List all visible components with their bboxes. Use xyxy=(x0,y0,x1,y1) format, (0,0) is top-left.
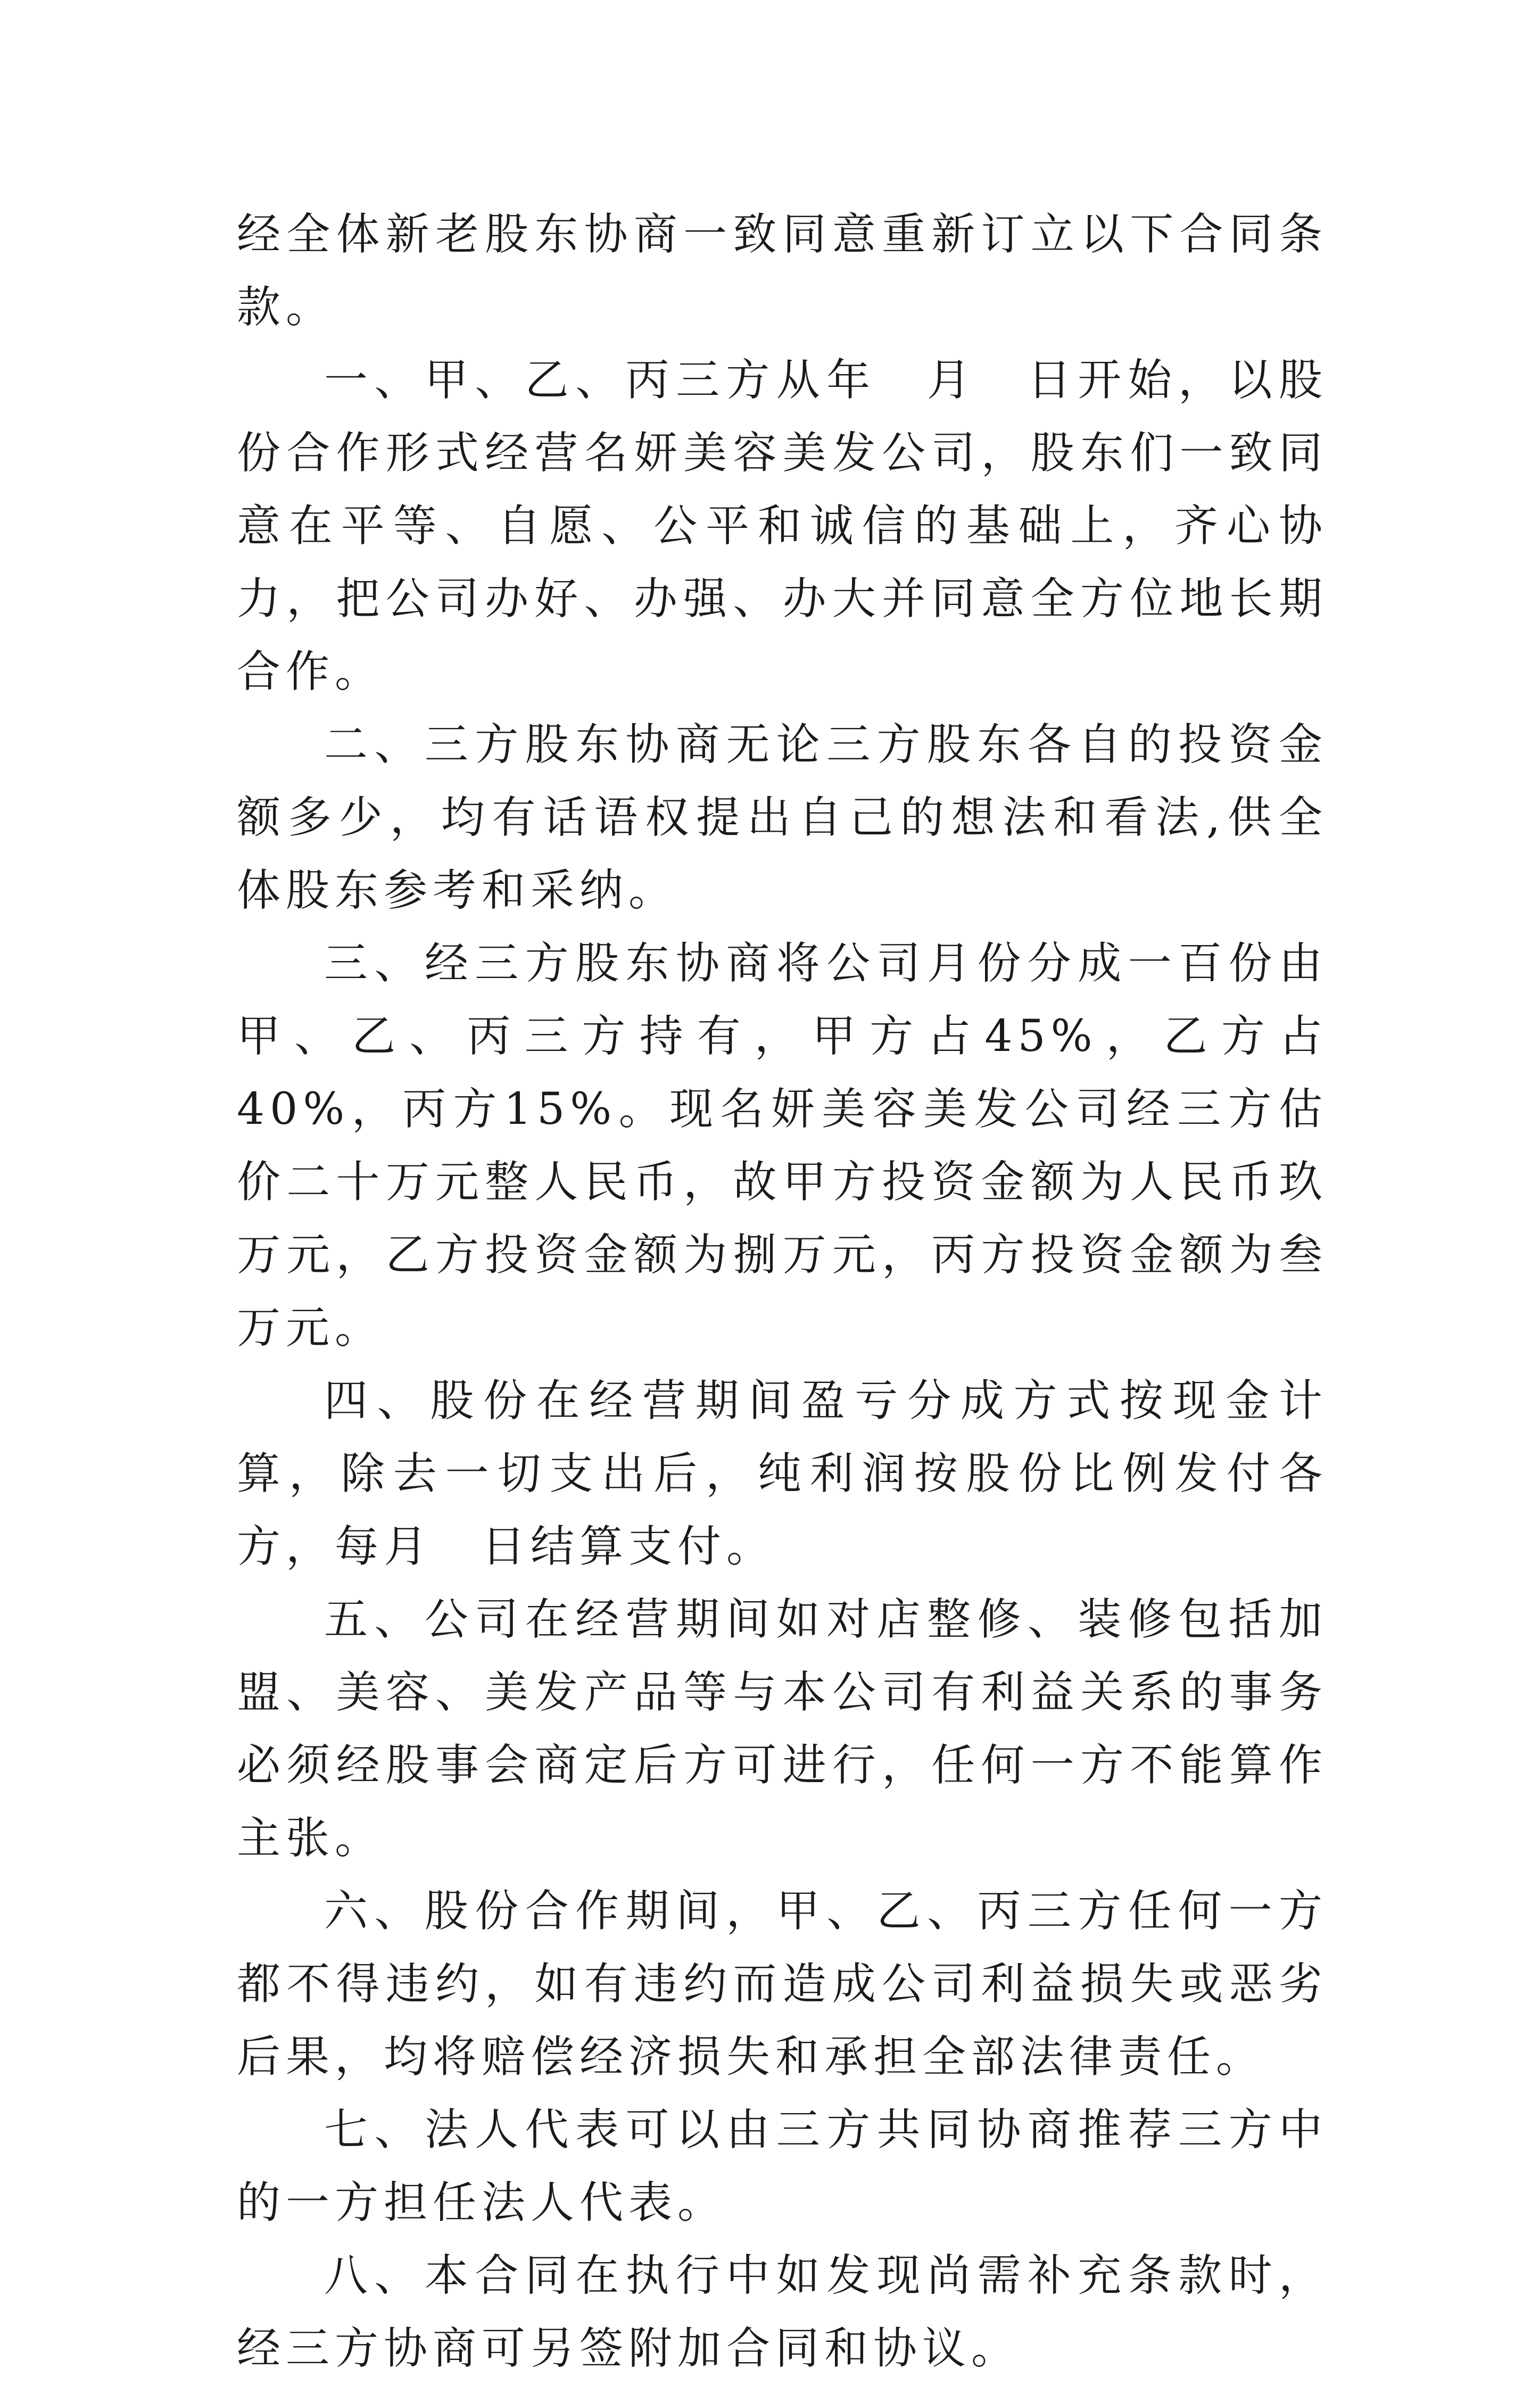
clause-6-paragraph: 六、股份合作期间，甲、乙、丙三方任何一方都不得违约，如有违约而造成公司利益损失或恶劣后果，均将赔偿经济损失和承担全部法律责任。 xyxy=(237,1886,1328,2082)
clause-4-paragraph: 四、股份在经营期间盈亏分成方式按现金计算，除去一切支出后，纯利润按股份比例发付各方，每月 日结算支付。 xyxy=(237,1376,1328,1572)
clause-2-paragraph: 二、三方股东协商无论三方股东各自的投资金额多少，均有话语权提出自己的想法和看法,供全体股东参考和采纳。 xyxy=(237,719,1328,916)
clause-8-paragraph: 八、本合同在执行中如发现尚需补充条款时，经三方协商可另签附加合同和协议。 xyxy=(237,2250,1328,2374)
clause-7-paragraph: 七、法人代表可以由三方共同协商推荐三方中的一方担任法人代表。 xyxy=(237,2105,1328,2228)
clause-3-paragraph: 三、经三方股东协商将公司月份分成一百份由甲、乙、丙三方持有，甲方占45%，乙方占40%，丙方15%。现名妍美容美发公司经三方估价二十万元整人民币，故甲方投资金额为人民币玖万元，乙方投资金额为捌万元，丙方投资金额为叁万元。 xyxy=(237,938,1328,1353)
intro-paragraph: 经全体新老股东协商一致同意重新订立以下合同条款。 xyxy=(237,209,1328,333)
contract-body xyxy=(237,198,1328,2385)
clause-1-paragraph: 一、甲、乙、丙三方从年 月 日开始，以股份合作形式经营名妍美容美发公司，股东们一致同意在平等、自愿、公平和诚信的基础上，齐心协力，把公司办好、办强、办大并同意全方位地长期合作。 xyxy=(237,355,1328,697)
clause-5-paragraph: 五、公司在经营期间如对店整修、装修包括加盟、美容、美发产品等与本公司有利益关系的事务必须经股事会商定后方可进行，任何一方不能算作主张。 xyxy=(237,1594,1328,1864)
